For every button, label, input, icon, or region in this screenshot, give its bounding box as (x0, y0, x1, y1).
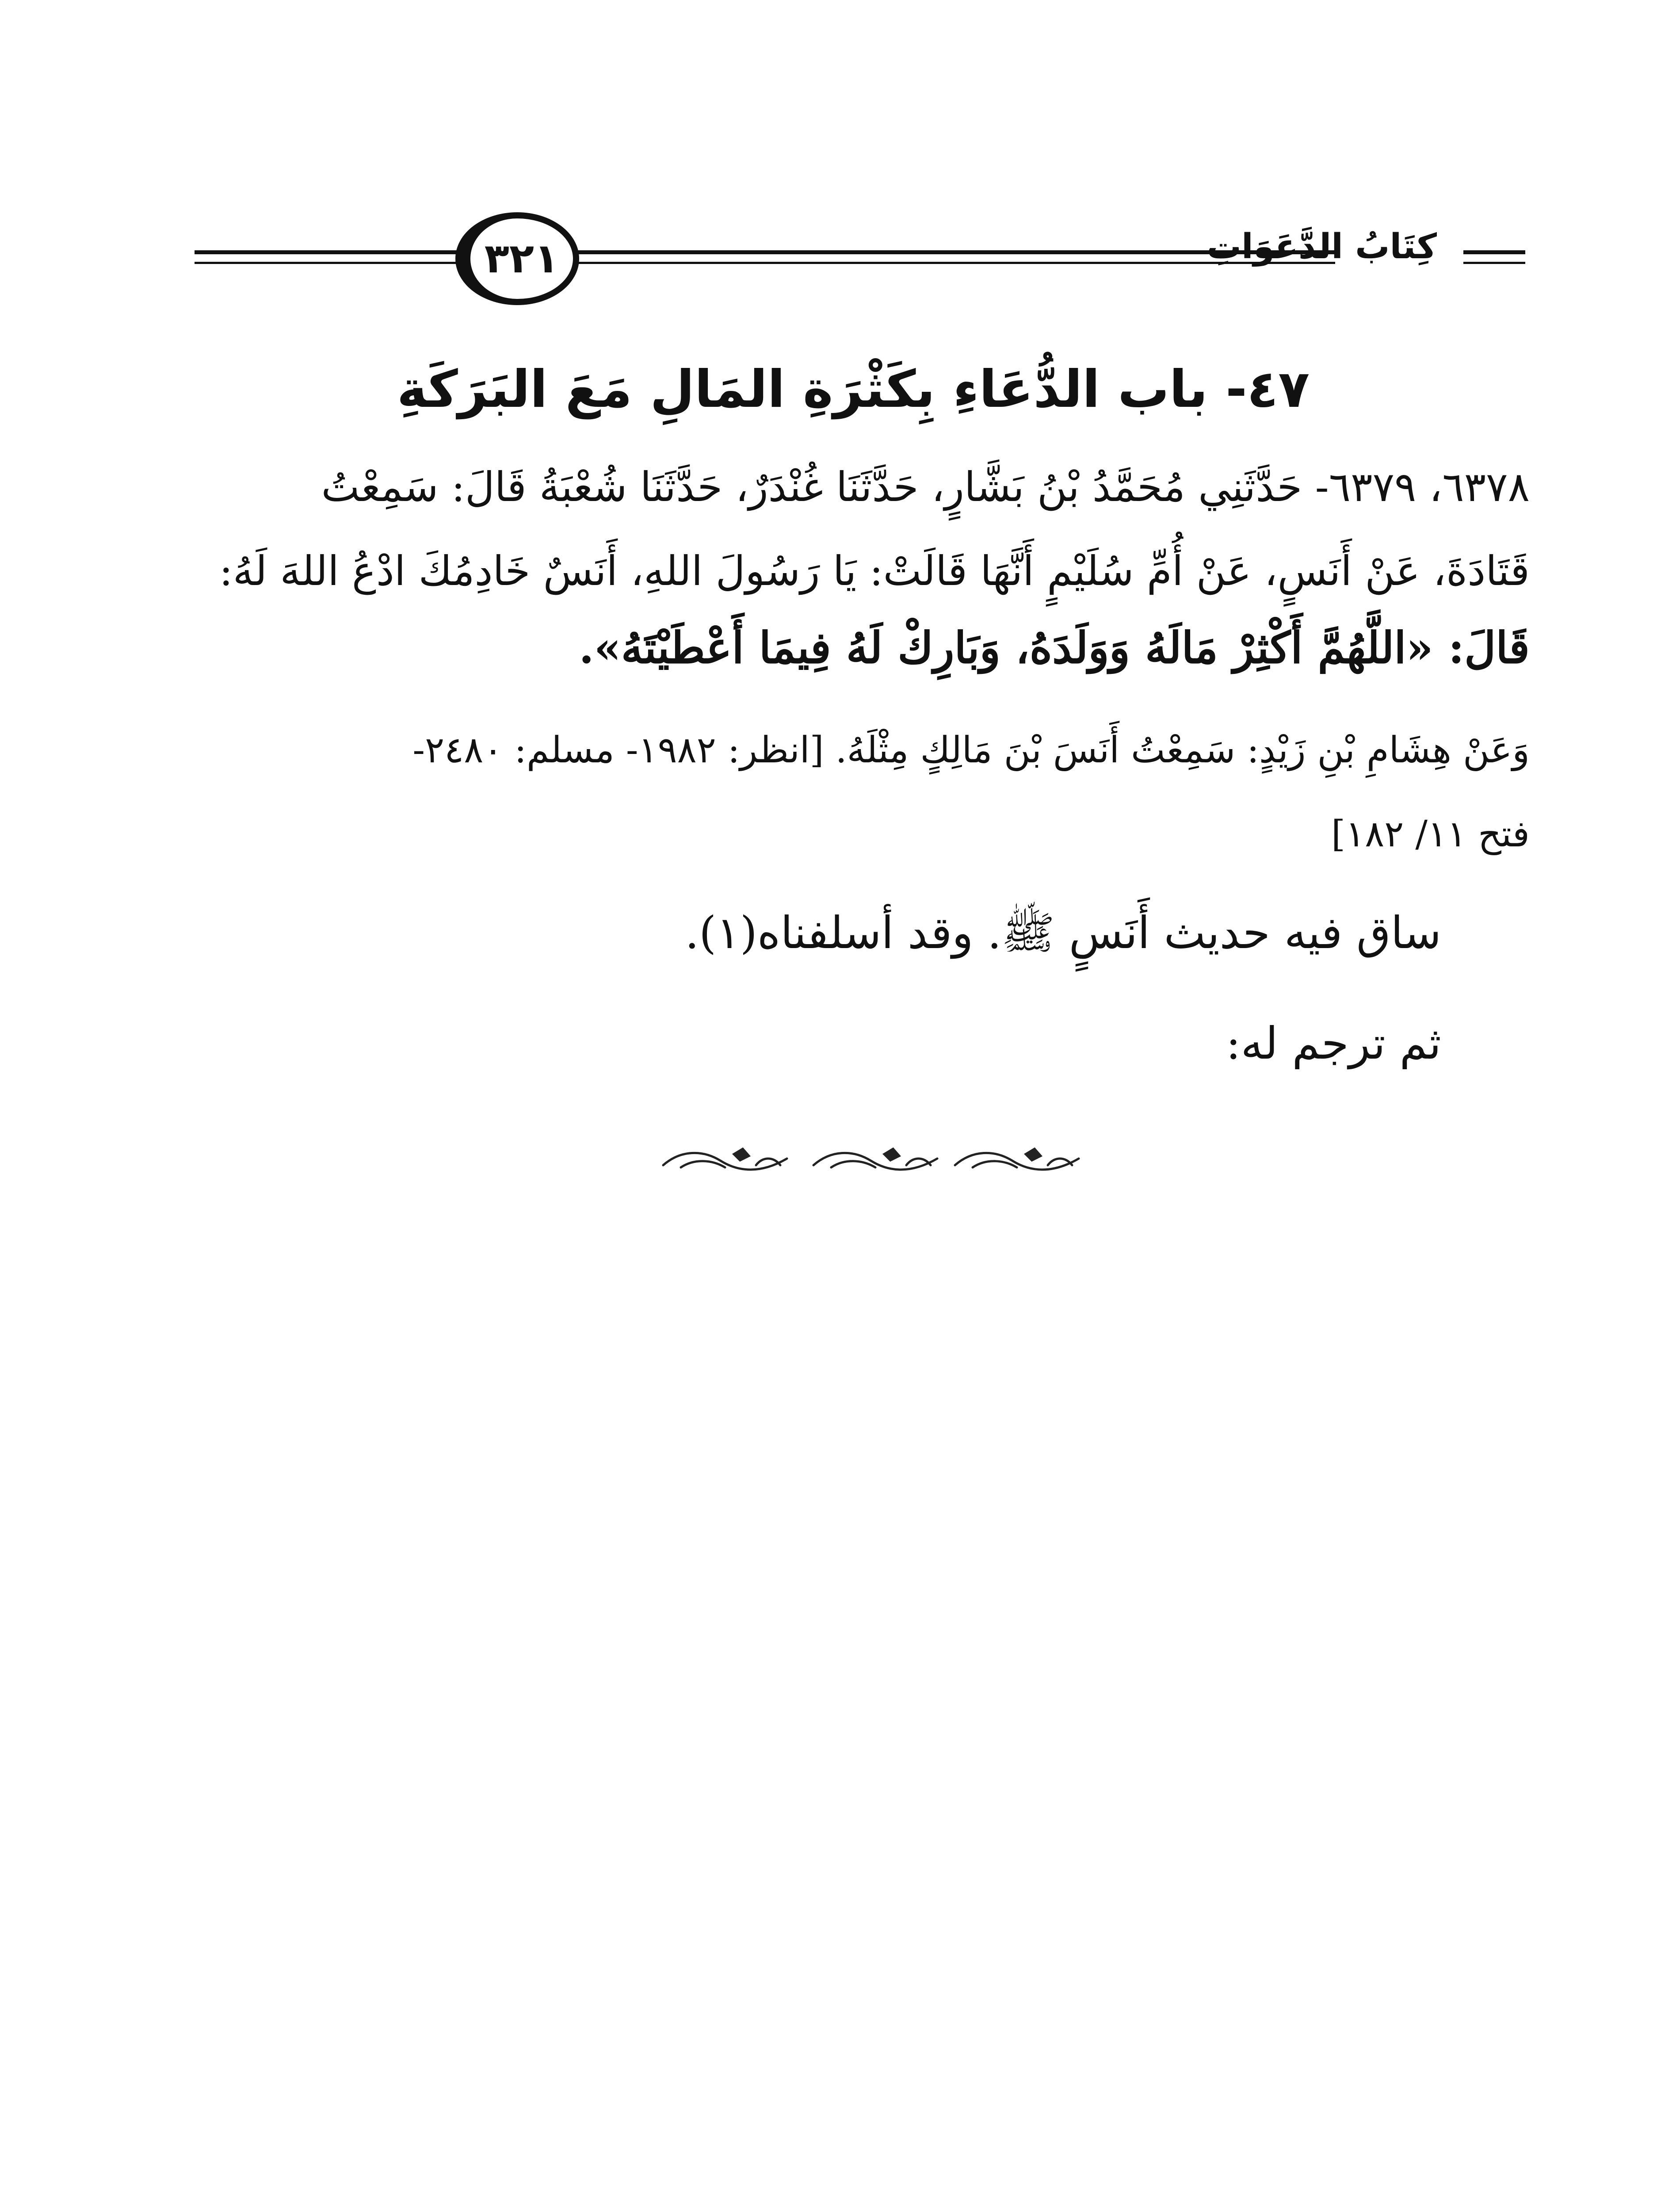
running-header (195, 208, 1525, 310)
ornament-segment (813, 1149, 937, 1170)
reference-line: فتح ١١/ ١٨٢] (1331, 813, 1530, 855)
commentary-line: ثم ترجم له: (1226, 1018, 1441, 1069)
hadith-line: قَالَ: «اللَّهُمَّ أَكْثِرْ مَالَهُ وَوَلَدَهُ، وَبَارِكْ لَهُ فِيمَا أَعْطَيْتَهُ». (579, 623, 1530, 673)
hadith-line: قَتَادَةَ، عَنْ أَنَسٍ، عَنْ أُمِّ سُلَيْمٍ أَنَّهَا قَالَتْ: يَا رَسُولَ اللهِ، أَنَسٌ خَادِمُكَ ادْعُ اللهَ لَهُ: (219, 547, 1530, 595)
book-title: كِتَابُ الدَّعَوَاتِ (1207, 227, 1437, 267)
ornament-segment (663, 1149, 787, 1170)
ornament-segment (955, 1149, 1079, 1170)
hadith-line: ٦٣٧٨، ٦٣٧٩- حَدَّثَنِي مُحَمَّدُ بْنُ بَشَّارٍ، حَدَّثَنَا غُنْدَرٌ، حَدَّثَنَا شُعْبَةُ قَالَ: سَمِعْتُ (321, 463, 1530, 511)
commentary-line: ساق فيه حديث أَنَسٍ ﷺ. وقد أسلفناه(١). (685, 907, 1441, 959)
chapter-heading: ٤٧- باب الدُّعَاءِ بِكَثْرَةِ المَالِ مَعَ البَرَكَةِ (397, 360, 1310, 419)
header-rule (195, 250, 477, 254)
floral-divider-icon (654, 1141, 1092, 1181)
page-number-badge (455, 212, 579, 305)
header-rule (1463, 262, 1525, 264)
page-number: ٣٢١ (484, 235, 559, 282)
header-rule (1463, 250, 1525, 254)
reference-line: وَعَنْ هِشَامِ بْنِ زَيْدٍ: سَمِعْتُ أَنَسَ بْنَ مَالِكٍ مِثْلَهُ. [انظر: ١٩٨٢- مسلم: ٢٤٨٠- (412, 729, 1530, 771)
header-rule (195, 262, 477, 264)
